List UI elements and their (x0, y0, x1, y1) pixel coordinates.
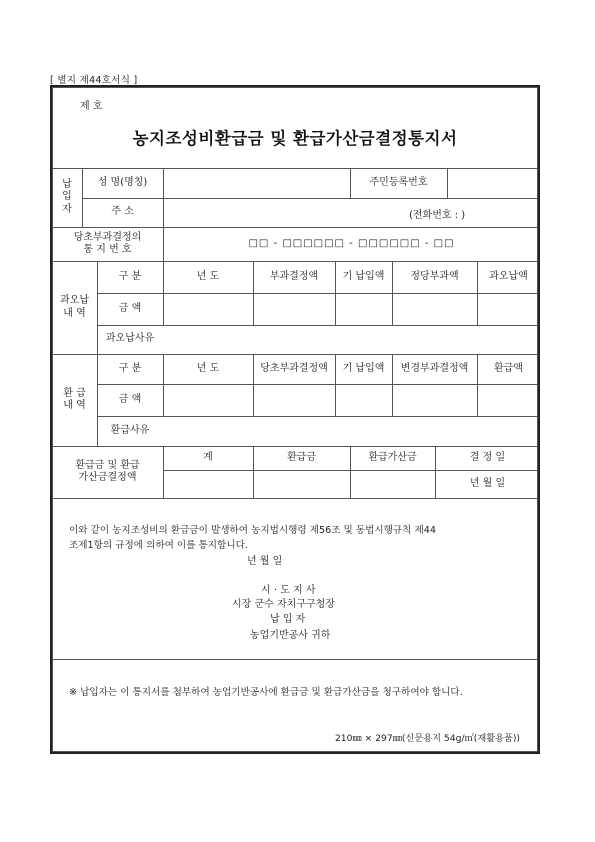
payer-name-field[interactable] (163, 168, 350, 198)
refund-group-line: 환 급 (63, 387, 86, 399)
form-number-label: [ 별지 제44호서식 ] (50, 75, 138, 86)
overpayment-reason-field[interactable] (163, 325, 540, 354)
payer-name-label: 성 명(명칭) (97, 176, 148, 188)
row-divider (52, 659, 538, 660)
row-divider (52, 498, 538, 499)
refund-header-category: 구 분 (118, 362, 142, 374)
address-field[interactable] (163, 198, 540, 227)
form-title: 농지조성비환급금 및 환급가산금결정통지서 (132, 129, 458, 148)
determination-label-line: 가산금결정액 (78, 472, 137, 483)
payer-group-char: 자 (62, 203, 72, 215)
overpayment-header-excess: 과오납액 (489, 270, 528, 282)
determination-header-total: 계 (203, 451, 213, 463)
determination-header-additional: 환급가산금 (368, 451, 417, 463)
refund-amount-label: 금 액 (118, 393, 142, 405)
resident-number-label: 주민등록번호 (369, 176, 428, 188)
refund-reason-label: 환급사유 (110, 424, 150, 436)
issuer-line-1: 시 · 도 지 사 (261, 585, 316, 596)
notice-body-line: 조제1항의 규정에 의하여 이를 통지합니다. (69, 540, 248, 551)
document-number-label: 제 호 (80, 101, 103, 112)
refund-amount-fields[interactable] (163, 384, 540, 416)
notice-date: 년 월 일 (247, 556, 283, 567)
overpayment-header-assessed: 부과결정액 (269, 270, 319, 282)
overpayment-header-proper: 정당부과액 (410, 270, 459, 282)
overpayment-amount-label: 금 액 (118, 302, 142, 314)
determination-label-line: 환급금 및 환급 (75, 459, 140, 471)
overpayment-group-line: 과오납 (60, 295, 89, 306)
overpayment-reason-label: 과오납사유 (105, 333, 155, 345)
footnote: ※ 납입자는 이 통지서를 첨부하여 농업기반공사에 환급금 및 환급가산금을 청구하여야 합니다. (69, 687, 463, 698)
overpayment-header-paid: 기 납입액 (342, 270, 385, 282)
determination-amount-fields[interactable] (163, 470, 435, 498)
notice-number-label (52, 227, 163, 261)
issuer-line-3: 납 입 자 (270, 614, 306, 625)
payer-group-char: 납 (62, 178, 72, 190)
determination-header-date: 결 정 일 (469, 451, 506, 463)
overpayment-header-category: 구 분 (118, 270, 142, 282)
notice-form (50, 85, 540, 754)
overpayment-group-line: 내 역 (63, 307, 86, 319)
refund-reason-field[interactable] (163, 416, 540, 446)
resident-number-field[interactable] (447, 168, 540, 198)
overpayment-amount-fields[interactable] (163, 293, 540, 325)
overpayment-group-label (52, 261, 97, 354)
payer-group-label (52, 168, 82, 227)
payer-group-char: 입 (62, 191, 72, 203)
refund-header-original: 당초부과결정액 (260, 362, 328, 374)
refund-group-label (52, 354, 97, 446)
notice-recipient: 농업기반공사 귀하 (250, 630, 331, 641)
refund-header-paid: 기 납입액 (342, 362, 385, 374)
paper-size-note: 210㎜ × 297㎜(신문용지 54g/㎡(재활용품)) (334, 733, 520, 744)
refund-group-line: 내 역 (63, 400, 86, 411)
notice-number-label-line: 통 지 번 호 (83, 244, 132, 255)
determination-header-refund: 환급금 (287, 451, 316, 463)
phone-label: (전화번호 : ) (409, 210, 466, 221)
determination-date-field[interactable]: 년 월 일 (469, 477, 506, 489)
refund-header-amount: 환급액 (494, 362, 523, 374)
issuer-line-2: 시장 군수 자치구구청장 (232, 599, 335, 610)
notice-body-line: 이와 같이 농지조성비의 환급금이 발생하여 농지법시행령 제56조 및 동법시행규칙 제44 (69, 525, 436, 536)
determination-label (52, 446, 163, 498)
notice-number-field[interactable]: □□ - □□□□□□ - □□□□□□ - □□ (248, 237, 455, 249)
notice-number-label-line: 당초부과결정의 (73, 231, 142, 243)
refund-header-year: 년 도 (196, 362, 220, 374)
refund-header-changed: 변경부과결정액 (400, 362, 469, 374)
address-label: 주 소 (111, 206, 134, 218)
overpayment-header-year: 년 도 (196, 270, 220, 282)
